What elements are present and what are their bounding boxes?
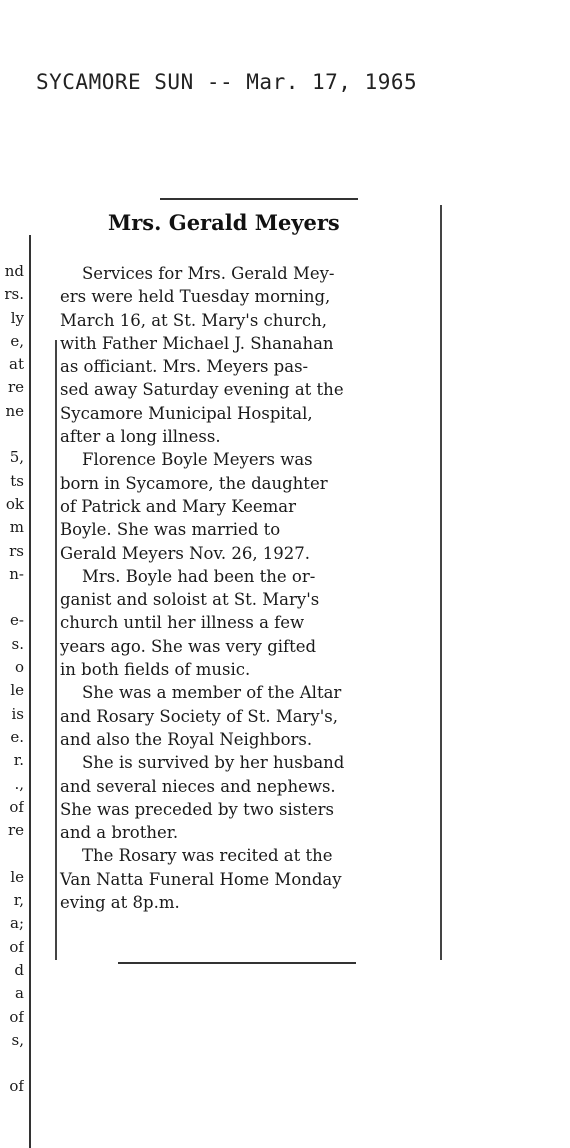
article-line: years ago. She was very gifted [60, 636, 317, 656]
fragment-line: 5, [9, 448, 24, 467]
article-line: church until her illness a few [60, 613, 305, 633]
fragment-line: e, [10, 331, 24, 350]
fragment-line: le [10, 867, 24, 886]
fragment-line: r, [13, 891, 24, 910]
fragment-line [0, 586, 24, 609]
obituary-headline: Mrs. Gerald Meyers [108, 210, 340, 235]
fragment-line: s. [11, 634, 24, 653]
article-line: sed away Saturday evening at the [60, 380, 344, 400]
fragment-line: s, [11, 1030, 24, 1049]
article-line: Boyle. She was married to [60, 520, 281, 540]
fragment-line: a; [10, 914, 24, 933]
fragment-line: at [9, 355, 24, 374]
fragment-line: ok [5, 494, 24, 513]
article-line: and a brother. [60, 823, 179, 843]
article-line: in both fields of music. [60, 660, 251, 680]
article-line: Florence Boyle Meyers was [82, 450, 313, 470]
clipping-left-rule [55, 340, 57, 960]
fragment-line: of [9, 1077, 24, 1096]
article-line: of Patrick and Mary Keemar [60, 496, 297, 516]
fragment-line: r. [13, 751, 24, 770]
fragment-line: ts [10, 471, 24, 490]
clipping-bottom-rule [118, 962, 356, 964]
fragment-line: re [7, 378, 24, 397]
fragment-line [0, 1052, 24, 1075]
article-line: She was preceded by two sisters [60, 799, 334, 819]
newspaper-dateline: SYCAMORE SUN -- Mar. 17, 1965 [36, 70, 418, 94]
fragment-line: nd [4, 262, 24, 280]
fragment-line: of [9, 797, 24, 816]
article-line: She is survived by her husband [82, 753, 345, 773]
fragment-line: is [11, 704, 24, 723]
fragment-line: e. [10, 727, 24, 746]
fragment-line: ly [10, 308, 24, 327]
article-line: Sycamore Municipal Hospital, [60, 403, 313, 423]
fragment-line: of [9, 1007, 24, 1026]
fragment-line: m [9, 518, 24, 537]
adjacent-column-fragment [0, 260, 24, 1099]
article-line: born in Sycamore, the daughter [60, 473, 328, 493]
fragment-line: o [14, 658, 24, 677]
fragment-line: rs [9, 541, 24, 560]
fragment-line: re [7, 821, 24, 840]
article-line: Gerald Meyers Nov. 26, 1927. [60, 543, 311, 563]
article-line: eving at 8p.m. [60, 893, 180, 913]
article-line: and also the Royal Neighbors. [60, 729, 313, 749]
article-line: Van Natta Funeral Home Monday [60, 869, 342, 889]
fragment-line: rs. [4, 285, 24, 304]
fragment-line: e- [10, 611, 24, 630]
article-line: ganist and soloist at St. Mary's [60, 590, 320, 610]
clipping-right-rule [440, 205, 442, 960]
article-line: Services for Mrs. Gerald Mey- [82, 264, 335, 283]
column-divider [29, 235, 31, 1148]
fragment-line: ne [5, 401, 24, 420]
article-line: and several nieces and nephews. [60, 776, 336, 796]
article-line: as officiant. Mrs. Meyers pas- [60, 357, 309, 377]
fragment-line [0, 842, 24, 865]
clipping-top-rule [160, 198, 358, 200]
fragment-line: of [9, 937, 24, 956]
fragment-line: ., [14, 774, 24, 793]
article-line: and Rosary Society of St. Mary's, [60, 706, 339, 726]
fragment-line: le [10, 681, 24, 700]
fragment-line [0, 423, 24, 446]
article-line: She was a member of the Altar [82, 683, 342, 703]
fragment-line: a [15, 984, 24, 1003]
obituary-body [60, 262, 436, 914]
article-line: after a long illness. [60, 427, 221, 447]
article-line: The Rosary was recited at the [82, 846, 333, 866]
article-line: ers were held Tuesday morning, [60, 287, 331, 307]
fragment-line: d [14, 960, 24, 979]
fragment-line: n- [9, 564, 24, 583]
article-line: March 16, at St. Mary's church, [60, 310, 328, 330]
article-line: Mrs. Boyle had been the or- [82, 566, 316, 586]
article-line: with Father Michael J. Shanahan [60, 333, 334, 353]
